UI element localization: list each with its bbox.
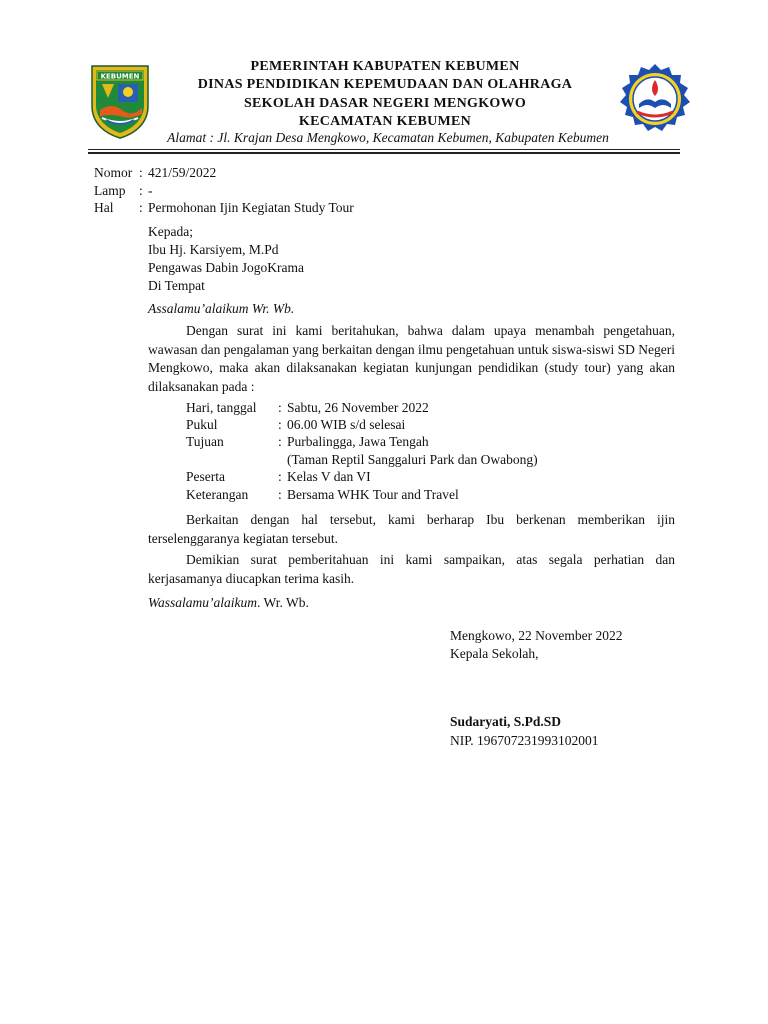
- nomor-value: 421/59/2022: [148, 165, 217, 180]
- detail-value: Sabtu, 26 November 2022: [287, 400, 429, 415]
- letterhead-divider: [88, 149, 680, 150]
- greeting: Assalamu’alaikum Wr. Wb.: [148, 301, 295, 316]
- hal-value: Permohonan Ijin Kegiatan Study Tour: [148, 200, 354, 215]
- nomor-label: Nomor: [94, 165, 133, 180]
- recipient-position: Pengawas Dabin JogoKrama: [148, 260, 304, 275]
- closing-salutation: [148, 594, 309, 612]
- signature-position: Kepala Sekolah,: [450, 646, 539, 661]
- detail-colon: :: [278, 469, 282, 484]
- letterhead-title: [160, 58, 610, 131]
- letterhead-line: SEKOLAH DASAR NEGERI MENGKOWO: [243, 95, 527, 111]
- closing-rest: . Wr. Wb.: [257, 595, 309, 610]
- school-seal-logo: [617, 62, 693, 138]
- letterhead-line: PEMERINTAH KABUPATEN KEBUMEN: [250, 59, 520, 74]
- paragraph-intro: [148, 322, 675, 397]
- paragraph-closing-text: Demikian surat pemberitahuan ini kami sampaikan, atas segala perhatian dan kerjasamanya diucapkan terima kasih.: [148, 552, 675, 586]
- detail-value-continued: (Taman Reptil Sanggaluri Park dan Owabong): [287, 452, 538, 467]
- kebumen-regency-logo: [88, 62, 152, 140]
- letterhead-divider-thick: [88, 152, 680, 154]
- paragraph-intro-text: Dengan surat ini kami beritahukan, bahwa dalam upaya menambah pengetahuan, wawasan dan pengalaman yang berkaitan dengan ilmu pengetahuan untuk siswa-siswi SD Negeri Mengkowo, maka akan dilaksanakan kegiatan kunjungan pendidikan (study tour) yang akan dilaksanakan pada :: [148, 323, 675, 395]
- detail-value: 06.00 WIB s/d selesai: [287, 417, 406, 432]
- detail-label: Keterangan: [186, 487, 249, 502]
- letterhead-line: DINAS PENDIDIKAN KEPEMUDAAN DAN OLAHRAGA: [197, 77, 573, 93]
- detail-value: Kelas V dan VI: [287, 469, 371, 484]
- detail-value: Purbalingga, Jawa Tengah: [287, 434, 429, 449]
- lamp-colon: :: [139, 183, 143, 198]
- paragraph-request-text: Berkaitan dengan hal tersebut, kami berharap Ibu berkenan memberikan ijin terselenggaranya kegiatan tersebut.: [148, 512, 675, 546]
- kebumen-logo-text: KEBUMEN: [100, 72, 140, 81]
- letterhead-line: KECAMATAN KEBUMEN: [298, 113, 472, 129]
- detail-label: Hari, tanggal: [186, 400, 257, 415]
- signature-name: Sudaryati, S.Pd.SD: [450, 714, 562, 729]
- detail-label: Peserta: [186, 469, 225, 484]
- detail-value: Bersama WHK Tour and Travel: [287, 487, 459, 502]
- lamp-label: Lamp: [94, 183, 126, 198]
- detail-colon: :: [278, 417, 282, 432]
- detail-colon: :: [278, 434, 282, 449]
- letterhead-address: Alamat : Jl. Krajan Desa Mengkowo, Kecamatan Kebumen, Kabupaten Kebumen: [167, 130, 609, 145]
- detail-label: Pukul: [186, 417, 218, 432]
- signature-nip: NIP. 196707231993102001: [450, 733, 599, 748]
- nomor-colon: :: [139, 165, 143, 180]
- recipient-place: Di Tempat: [148, 278, 205, 293]
- hal-colon: :: [139, 200, 143, 215]
- recipient-line: Kepada;: [148, 224, 193, 239]
- paragraph-closing: [148, 551, 675, 588]
- hal-label: Hal: [94, 200, 114, 215]
- signature-place-date: Mengkowo, 22 November 2022: [450, 628, 623, 643]
- detail-colon: :: [278, 400, 282, 415]
- lamp-value: -: [148, 183, 153, 198]
- paragraph-request: [148, 511, 675, 548]
- detail-label: Tujuan: [186, 434, 224, 449]
- closing-italic: Wassalamu’alaikum: [148, 595, 258, 610]
- detail-colon: :: [278, 487, 282, 502]
- recipient-name: Ibu Hj. Karsiyem, M.Pd: [148, 242, 279, 257]
